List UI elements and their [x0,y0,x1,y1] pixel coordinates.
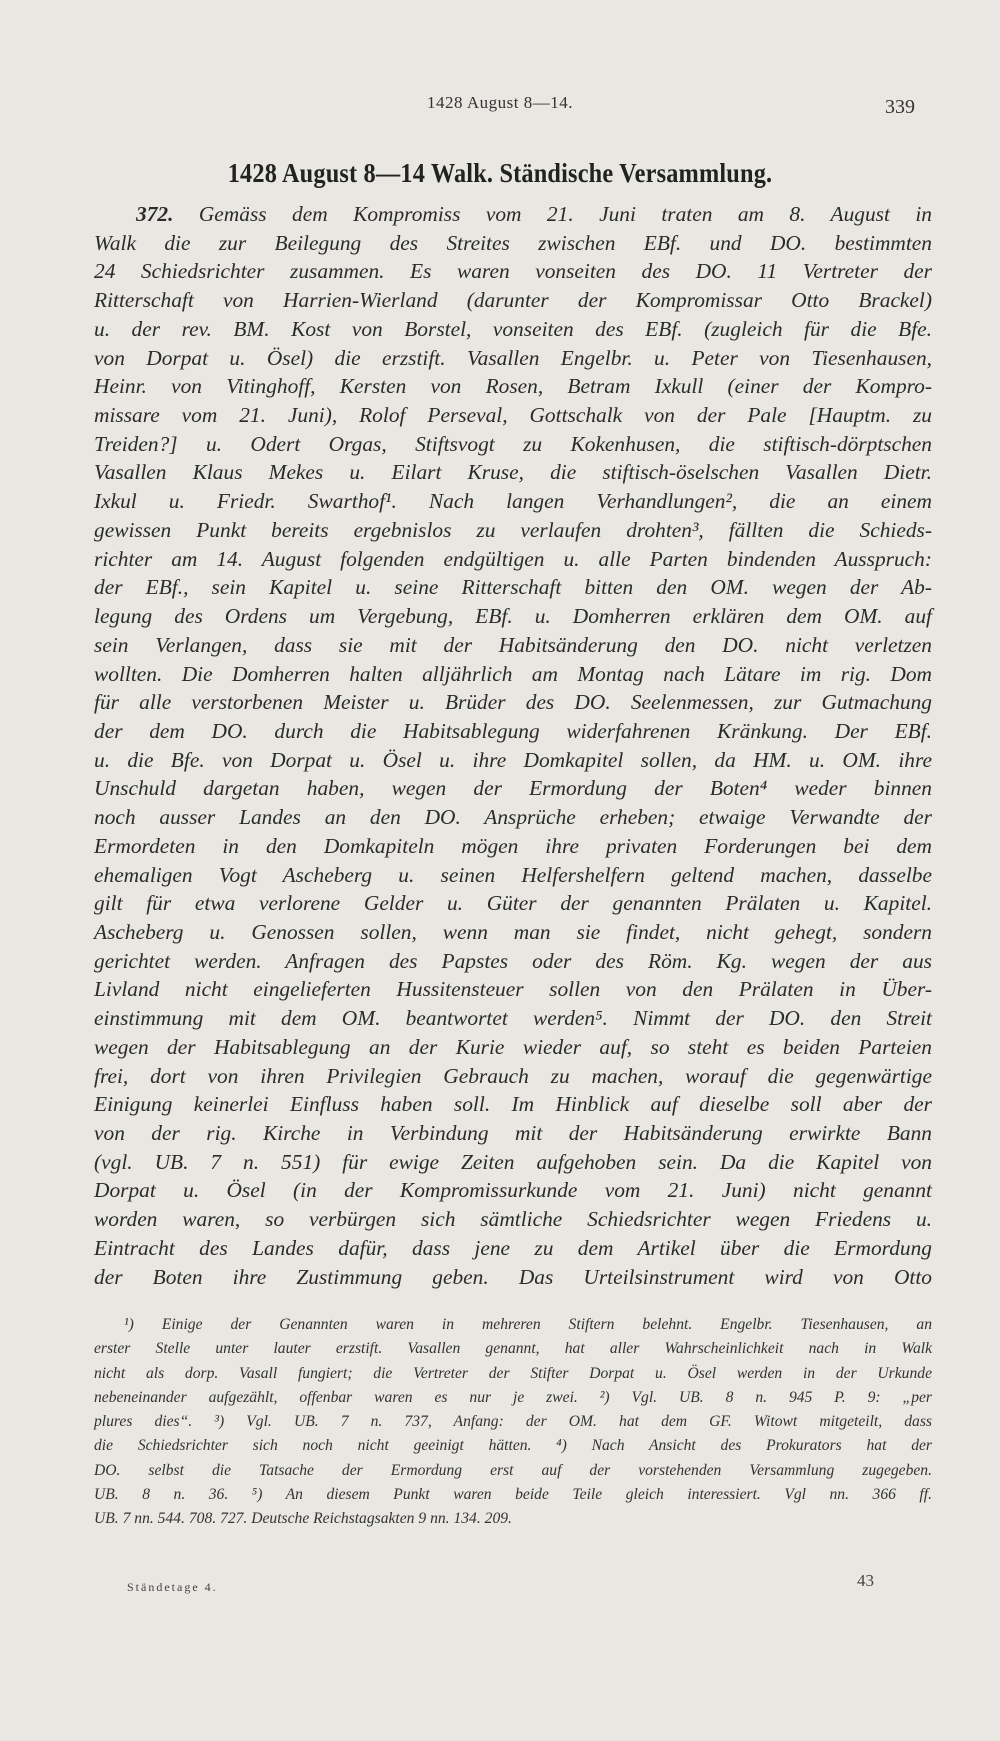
body-line: Ermordeten in den Domkapiteln mögen ihre privaten Forderungen bei dem [94,833,932,858]
body-line-text: Gemäss dem Kompromiss vom 21. Juni traten am 8. August in [173,202,932,226]
body-line: Heinr. von Vitinghoff, Kersten von Rosen, Betram Ixkull (einer der Kompro- [94,374,932,399]
body-line: worden waren, so verbürgen sich sämtliche Schiedsrichter wegen Friedens u. [94,1207,932,1232]
body-line: legung des Ordens um Vergebung, EBf. u. Domherren erklären dem OM. auf [94,604,932,629]
signature-number: 43 [857,1571,874,1590]
body-line: Walk die zur Beilegung des Streites zwischen EBf. und DO. bestimmten [94,230,932,255]
body-line: ehemaligen Vogt Ascheberg u. seinen Helfershelfern geltend machen, dasselbe [94,862,932,887]
page-number: 339 [885,96,915,118]
body-line: 24 Schiedsrichter zusammen. Es waren vonseiten des DO. 11 Vertreter der [94,259,932,284]
body-line: Treiden?] u. Odert Orgas, Stiftsvogt zu Kokenhusen, die stiftisch-dörptschen [94,431,932,456]
body-line: gilt für etwa verlorene Gelder u. Güter der genannten Prälaten u. Kapitel. [94,891,932,916]
body-line: Ixkul u. Friedr. Swarthof¹. Nach langen Verhandlungen², die an einem [94,489,932,514]
footnote-line: ¹) Einige der Genannten waren in mehreren Stiftern belehnt. Engelbr. Tiesenhausen, an [124,1316,932,1333]
footnote-line: erster Stelle unter lauter erzstift. Vasallen genannt, hat aller Wahrscheinlichkeit nach in Walk [94,1340,932,1358]
body-line: gewissen Punkt bereits ergebnislos zu verlaufen drohten³, fällten die Schieds- [94,517,932,542]
body-line: u. der rev. BM. Kost von Borstel, vonseiten des EBf. (zugleich für die Bfe. [94,316,932,341]
body-line: missare vom 21. Juni), Rolof Perseval, Gottschalk von der Pale [Hauptm. zu [94,403,932,428]
signature-mark: Ständetage 4. [127,1580,218,1594]
body-line: für alle verstorbenen Meister u. Brüder des DO. Seelenmessen, zur Gutmachung [94,690,932,715]
footnote-line: DO. selbst die Tatsache der Ermordung erst auf der vorstehenden Versammlung zugegeben. [94,1461,932,1479]
body-line: Einigung keinerlei Einfluss haben soll. Im Hinblick auf dieselbe soll aber der [94,1092,932,1117]
body-line: von Dorpat u. Ösel) die erzstift. Vasallen Engelbr. u. Peter von Tiesenhausen, [94,345,932,370]
footnote-line: plures dies“. ³) Vgl. UB. 7 n. 737, Anfang: der OM. hat dem GF. Witowt mitgeteilt, dass [94,1413,932,1431]
body-line: noch ausser Landes an den DO. Ansprüche erheben; etwaige Verwandte der [94,805,932,830]
body-line: gerichtet werden. Anfragen des Papstes oder des Röm. Kg. wegen der aus [94,948,932,973]
body-line: Ritterschaft von Harrien-Wierland (darunter der Kompromissar Otto Brackel) [94,288,932,313]
body-line: sein Verlangen, dass sie mit der Habitsänderung den DO. nicht verletzen [94,632,932,657]
footnote-line: UB. 7 nn. 544. 708. 727. Deutsche Reichstagsakten 9 nn. 134. 209. [94,1510,512,1528]
body-line: wegen der Habitsablegung an der Kurie wieder auf, so steht es beiden Parteien [94,1034,932,1059]
body-line: Eintracht des Landes dafür, dass jene zu dem Artikel über die Ermordung [94,1235,932,1260]
body-line: richter am 14. August folgenden endgültigen u. alle Parten bindenden Ausspruch: [94,546,932,571]
footnote-line: die Schiedsrichter sich noch nicht geeinigt hätten. ⁴) Nach Ansicht des Prokurators hat der [94,1437,932,1455]
body-line: Unschuld dargetan haben, wegen der Ermordung der Boten⁴ weder binnen [94,776,932,801]
body-line: der Boten ihre Zustimmung geben. Das Urteilsinstrument wird von Otto [94,1264,932,1289]
footnotes [94,1313,932,1532]
body-line: der dem DO. durch die Habitsablegung widerfahrenen Kränkung. Der EBf. [94,718,932,743]
body-line: Livland nicht eingelieferten Hussitensteuer sollen von den Prälaten in Über- [94,977,932,1002]
body-line: Dorpat u. Ösel (in der Kompromissurkunde vom 21. Juni) nicht genannt [94,1178,932,1203]
document-number: 372. [136,202,174,226]
body-line: Ascheberg u. Genossen sollen, wenn man sie findet, nicht gehegt, sondern [94,919,932,944]
footnote-line: nebeneinander aufgezählt, offenbar waren es nur je zwei. ²) Vgl. UB. 8 n. 945 P. 9: „per [94,1388,932,1406]
body-line: (vgl. UB. 7 n. 551) für ewige Zeiten aufgehoben sein. Da die Kapitel von [94,1149,932,1174]
body-line: von der rig. Kirche in Verbindung mit der Habitsänderung erwirkte Bann [94,1121,932,1145]
document-title: 1428 August 8—14 Walk. Ständische Versammlung. [227,158,773,188]
footnote-line: nicht als dorp. Vasall fungiert; die Vertreter der Stifter Dorpat u. Ösel werden in der Urkunde [94,1364,932,1382]
body-line [94,200,932,229]
regest-body [94,200,932,1291]
body-line: Vasallen Klaus Mekes u. Eilart Kruse, die stiftisch-öselschen Vasallen Dietr. [94,460,932,485]
body-line: einstimmung mit dem OM. beantwortet werden⁵. Nimmt der DO. den Streit [94,1006,932,1031]
footnote-line: UB. 8 n. 36. ⁵) An diesem Punkt waren beide Teile gleich interessiert. Vgl nn. 366 ff. [94,1486,932,1504]
body-line: wollten. Die Domherren halten alljährlich am Montag nach Lätare im rig. Dom [94,661,932,686]
body-line: der EBf., sein Kapitel u. seine Ritterschaft bitten den OM. wegen der Ab- [94,575,932,600]
body-line: u. die Bfe. von Dorpat u. Ösel u. ihre Domkapitel sollen, da HM. u. OM. ihre [94,747,932,772]
body-line: frei, dort von ihren Privilegien Gebrauch zu machen, worauf die gegenwärtige [94,1063,932,1088]
running-head: 1428 August 8—14. [427,93,573,112]
